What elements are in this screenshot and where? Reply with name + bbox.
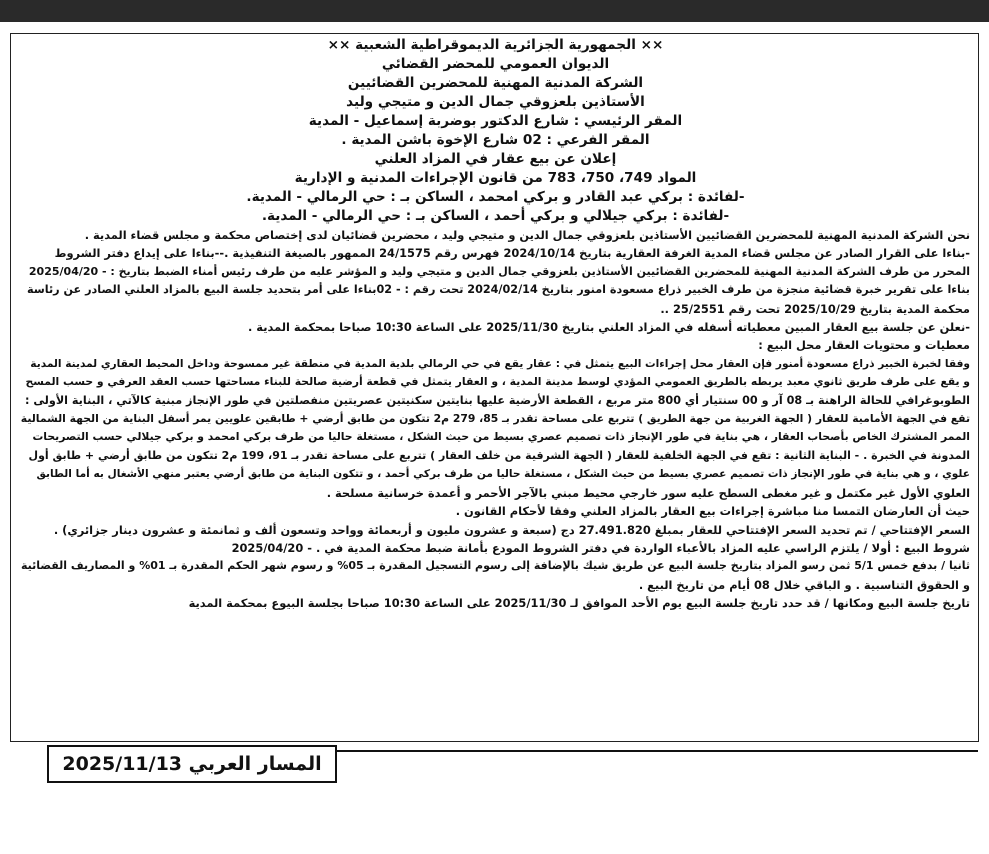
header-line: المقر الفرعي : 02 شارع الإخوة باشن المدية . xyxy=(341,132,650,148)
body-line: -نعلن عن جلسة بيع العقار المبين معطياته أسفله في المزاد العلني بتاريخ 2025/11/30 على الساعة 10:30 صباحا بمحكمة المدية . xyxy=(248,320,970,335)
publication-stamp: المسار العربي 2025/11/13 xyxy=(47,745,337,783)
header-line: الشركة المدنية المهنية للمحضرين القضائيين xyxy=(347,75,644,91)
body-line: و يقع على طرف طريق ثانوي معبد يربطه بالطريق العمومي المؤدي لوسط مدينة المدية ، و العقار يتمثل في قطعة أرضية صالحة للبناء مساحتها حسب العقد العرفي و حسب المسح xyxy=(25,375,970,389)
body-line: علوي ، و هي بناية في طور الإنجاز ذات تصميم عصري بسيط من حيث الشكل ، مستغلة حاليا من طرف بركي أحمد ، و تتكون البناية من طابق أرضي يعتبر منهي الأشغال به أما الطابق xyxy=(36,468,970,481)
body-line: بناءا على تقرير خبرة قضائية منجزة من طرف الخبير ذراع مسعودة امنور بتاريخ 2024/02/14 تحت رقم : - 02بناءا على أمر بتحديد جلسة البيع بالمزاد العلني الصادر عن رئاسة xyxy=(26,283,970,297)
body-line: الممر المشترك الخاص بأصحاب العقار ، هي بناية في طور الإنجاز ذات تصميم عصري بسيط من حيث الشكل ، مستغلة حاليا من طرف بركي امحمد و بركي جيلالي حسب التصريحات xyxy=(32,430,970,444)
body-line: ثانيا / بدفع خمس 5/1 ثمن رسو المزاد بتاريخ جلسة البيع عن طريق شيك بالإضافة إلى رسوم التسجيل المقدرة بـ 05% و رسوم شهر الحكم المقدرة بـ 01% و المصاريف القضائية xyxy=(21,559,970,573)
body-line: الطوبوغرافي للحالة الراهنة بـ 08 آر و 00 سنتيار أي 800 متر مربع ، القطعة الأرضية عليها بنايتين سكنيتين عصريتين منفصلتين في طور الإنجاز مبنية كالآتي ، البناية الأولى : xyxy=(25,393,970,407)
body-line: وفقا لخبرة الخبير ذراع مسعودة أمنور فإن العقار محل إجراءات البيع يتمثل في : عقار يقع في حي الرمالي بلدية المدية في منطقة غير ممسوحة وداخل المحيط العقاري لمدينة المدية xyxy=(30,357,970,370)
section-heading: معطيات و محتويات العقار محل البيع : xyxy=(758,338,970,353)
body-line: المحرر من طرف الشركة المدنية المهنية للمحضرين القضائيين الأستاذين بلعزوقي جمال الدين و متيجي وليد و المؤشر عليه من طرف رئيس أمناء الضبط بتاريخ : - 2025/04/20 xyxy=(28,264,970,278)
header-line: الديوان العمومي للمحضر القضائي xyxy=(381,56,610,72)
header-line: الأستاذين بلعزوقي جمال الدين و متيجي وليد xyxy=(346,94,645,110)
header-line: ×× الجمهورية الجزائرية الديموقراطية الشعبية ×× xyxy=(327,37,664,53)
sale-conditions-line: شروط البيع : أولا / يلتزم الراسي عليه المزاد بالأعباء الواردة في دفتر الشروط المودع بأمانة ضبط محكمة المدية في . - 2025/04/20 xyxy=(231,540,970,555)
beneficiary-line: -لفائدة : بركي جيلالي و بركي أحمد ، الساكن بـ : حي الرمالي - المدية. xyxy=(261,208,730,224)
beneficiary-line: -لفائدة : بركي عبد القادر و بركي امحمد ، الساكن بـ : حي الرمالي - المدية. xyxy=(246,189,745,205)
notice-title: إعلان عن بيع عقار في المزاد العلني xyxy=(374,151,617,167)
body-line: نحن الشركة المدنية المهنية للمحضرين القضائيين الأستاذين بلعزوقي جمال الدين و متيجي وليد ، محضرين قضائيان لدى إختصاص محكمة و مجلس قضاء المدية . xyxy=(84,228,970,242)
sale-date-line: تاريخ جلسة البيع ومكانها / قد حدد تاريخ جلسة البيع يوم الأحد الموافق لـ 2025/11/30 على الساعة 10:30 صباحا بجلسة البيوع بمحكمة المدية xyxy=(188,596,970,611)
body-line: تقع في الجهة الأمامية للعقار ( الجهة الغربية من جهة الطريق ) تتربع على مساحة تقدر بـ 85، 279 م2 تتكون من طابق أرضي + طابقين علويين يمر أسفل البناية من الجهة الشمالية xyxy=(21,412,970,426)
top-bar xyxy=(0,0,989,22)
header-line: المقر الرئيسي : شارع الدكتور بوضربة إسماعيل - المدية xyxy=(308,113,683,129)
body-line: المدونة في الخبرة . - البناية الثانية : تقع في الجهة الخلفية للعقار ( الجهة الشرقية من خلف العقار ) تتربع على مساحة تقدر بـ 91، 199 م2 تتكون من طابق أرضي + طابق أول xyxy=(28,448,970,462)
auction-notice xyxy=(10,33,979,742)
legal-articles: المواد 749، 750، 783 من قانون الإجراءات المدنية و الإدارية xyxy=(294,170,697,186)
opening-price-line: السعر الإفتتاحي / تم تحديد السعر الإفتتاحي للعقار بمبلغ 27.491.820 دج (سبعة و عشرون مليون و أربعمائة وواحد وتسعون ألف و ثمانمئة و عشرون دينار جزائري) . xyxy=(53,522,970,537)
body-line: و الحقوق التناسبية . و الباقي خلال 08 أيام من تاريخ البيع . xyxy=(638,577,970,592)
body-line: -بناءا على القرار الصادر عن مجلس قضاء المدية الغرفة العقارية بتاريخ 2024/10/14 فهرس رقم 24/1575 الممهور بالصيغة التنفيذية .--بناءا على إيداع دفتر الشروط xyxy=(54,246,970,261)
divider xyxy=(337,750,978,752)
body-line: محكمة المدية بتاريخ 2025/10/29 تحت رقم 25/2551 .. xyxy=(660,301,970,316)
body-line: حيث أن العارضان التمسا منا مباشرة إجراءات بيع العقار بالمزاد العلني وفقا لأحكام القانون . xyxy=(455,504,970,519)
body-line: العلوي الأول غير مكتمل و غير مغطى السطح عليه سور خارجي محيط مبني بالآجر الأحمر و أعمدة خرسانية مسلحة . xyxy=(326,485,970,500)
